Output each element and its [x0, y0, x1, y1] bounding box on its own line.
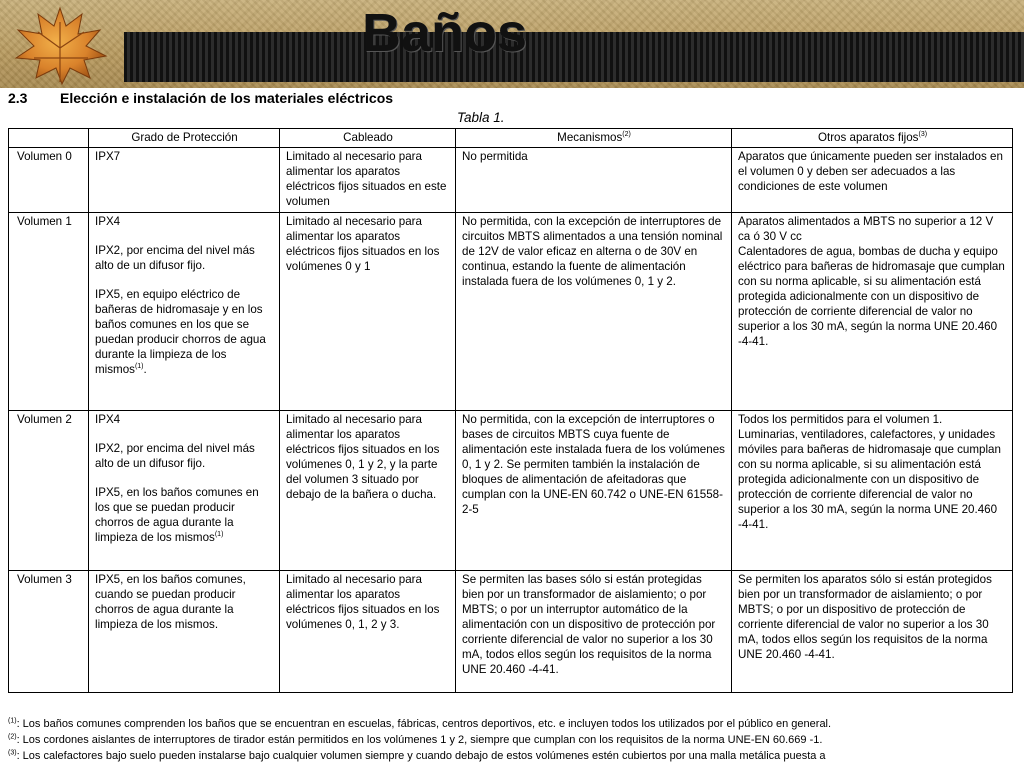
cell-otros	[732, 213, 1013, 411]
cell-text: IPX7	[95, 150, 121, 163]
section-title: Elección e instalación de los materiales eléctricos	[60, 90, 394, 106]
cell-cableado: Limitado al necesario para alimentar los aparatos eléctricos fijos situados en este volumen	[280, 148, 456, 213]
header-grado: Grado de Protección	[89, 129, 280, 148]
cell-mecanismos: No permitida, con la excepción de interruptores de circuitos MBTS alimentados a una tensión nominal de 12V de valor eficaz en alterna o de 30V en continua, estando la fuente de alimentación instalada fuera de los volúmenes 0, 1 y 2.	[456, 213, 732, 411]
cell-text-with-note	[95, 485, 274, 545]
cell-grado	[89, 571, 280, 693]
cell-otros: Aparatos que únicamente pueden ser instalados en el volumen 0 y deben ser adecuados a las condiciones de este volumen	[732, 148, 1013, 213]
cell-text: IPX5, en los baños comunes en los que se puedan producir chorros de agua durante la limpieza de los mismos	[95, 486, 259, 544]
footnote	[8, 748, 1018, 764]
cell-text: IPX5, en equipo eléctrico de bañeras de hidromasaje y en los baños comunes en los que se puedan producir chorros de agua durante la limpieza de los mismos	[95, 288, 266, 376]
footnotes	[8, 716, 1018, 764]
header-cableado: Cableado	[280, 129, 456, 148]
table-caption: Tabla 1.	[457, 110, 505, 125]
table-header-row	[9, 129, 1013, 148]
table-row	[9, 411, 1013, 571]
footnote-ref: (3)	[918, 131, 928, 139]
footnote-ref: (1)	[134, 363, 144, 371]
cell-mecanismos: No permitida, con la excepción de interruptores o bases de circuitos MBTS cuya fuente de alimentación este instalada fuera de los volúmenes 0, 1 y 2. Se permiten también la instalación de bloques de alimentación de afeitadoras que cumplan con la UNE-EN 60.742 o UNE-EN 61558-2-5	[456, 411, 732, 571]
footnote-ref: (1)	[214, 531, 224, 539]
header-otros-label: Otros aparatos fijos	[817, 131, 919, 144]
autumn-leaf-icon	[4, 2, 112, 86]
footnote-text: : Los calefactores bajo suelo pueden instalarse bajo cualquier volumen siempre y cuando debajo de estos volúmenes estén cubiertos por una malla metálica puesta a	[16, 750, 826, 762]
section-number: 2.3	[8, 90, 28, 106]
footnote-mark: (1)	[8, 717, 17, 725]
cell-otros: Se permiten los aparatos sólo si están protegidos bien por un transformador de aislamiento; o por MBTS; o por un dispositivo de protección de corriente diferencial de valor no superior a los 30 mA, todos ellos según los requisitos de la norma UNE 20.460 -4-41.	[732, 571, 1013, 693]
cell-text: Calentadores de agua, bombas de ducha y equipo eléctrico para bañeras de hidromasaje que cumplan con su norma aplicable, si su alimentación está protegida adicionalmente con un dispositivo de protección de corriente diferencial de valor no superior a los 30 mA, según la norma UNE 20.460 -4-41.	[738, 245, 1005, 348]
volume-label: Volumen 0	[9, 148, 89, 213]
header-mecanismos	[456, 129, 732, 148]
cell-grado	[89, 148, 280, 213]
table-row	[9, 213, 1013, 411]
footnote	[8, 732, 1018, 748]
header-banner	[0, 0, 1024, 88]
cell-text-with-note: IPX5, en equipo eléctrico de bañeras de hidromasaje y en los baños comunes en los que se puedan producir chorros de agua durante la limpieza de los mismos$^{(1)}$.	[95, 288, 266, 376]
protection-table	[8, 128, 1013, 693]
cell-otros	[732, 411, 1013, 571]
cell-grado	[89, 411, 280, 571]
volume-label: Volumen 1	[9, 213, 89, 411]
footnote-text: : Los cordones aislantes de interruptores de tirador están permitidos en los volúmenes 1 y 2, siempre que cumplan con los requisitos de la norma UNE-EN 60.669 -1.	[16, 734, 823, 746]
slide-title: Baños	[362, 3, 528, 63]
header-otros	[732, 129, 1013, 148]
cell-mecanismos: Se permiten las bases sólo si están protegidas bien por un transformador de aislamiento; o por MBTS; o por un interruptor automático de la alimentación con un dispositivo de protección por corriente diferencial de valor no superior a los 30 mA, todos ellos según los requisitos de la norma UNE 20.460 -4-41.	[456, 571, 732, 693]
header-mecanismos-label: Mecanismos	[557, 131, 623, 144]
cell-text: Todos los permitidos para el volumen 1.	[738, 413, 943, 426]
cell-cableado: Limitado al necesario para alimentar los aparatos eléctricos fijos situados en los volúmenes 0, 1, 2 y 3.	[280, 571, 456, 693]
title-bar	[124, 32, 1024, 82]
table-row	[9, 148, 1013, 213]
cell-grado	[89, 213, 280, 411]
footnote-mark: (2)	[8, 733, 17, 741]
cell-cableado: Limitado al necesario para alimentar los aparatos eléctricos fijos situados en los volúmenes 0, 1 y 2, y la parte del volumen 3 situado por debajo de la bañera o ducha.	[280, 411, 456, 571]
header-empty	[9, 129, 89, 148]
volume-label: Volumen 3	[9, 571, 89, 693]
section-heading	[8, 90, 393, 106]
cell-text: IPX5, en los baños comunes, cuando se puedan producir chorros de agua durante la limpieza de los mismos.	[95, 573, 246, 631]
cell-text: IPX4	[95, 215, 121, 228]
cell-text: Aparatos alimentados a MBTS no superior a 12 V ca ó 30 V cc	[738, 215, 994, 243]
footnote	[8, 716, 1018, 732]
cell-text: IPX2, por encima del nivel más alto de un difusor fijo.	[95, 442, 255, 470]
cell-text: IPX2, por encima del nivel más alto de un difusor fijo.	[95, 244, 255, 272]
cell-cableado: Limitado al necesario para alimentar los aparatos eléctricos fijos situados en los volúmenes 0 y 1	[280, 213, 456, 411]
volume-label: Volumen 2	[9, 411, 89, 571]
footnote-mark: (3)	[8, 749, 17, 757]
cell-text: IPX4	[95, 413, 121, 426]
footnote-ref: (2)	[622, 131, 631, 139]
cell-text: Luminarias, ventiladores, calefactores, y unidades móviles para bañeras de hidromasaje que cumplan con su norma aplicable, si su alimentación está protegida adicionalmente con un dispositivo de protección de corriente diferencial de valor no superior a los 30 mA, según la norma UNE 20.460 -4-41.	[738, 428, 1001, 531]
footnote-text: : Los baños comunes comprenden los baños que se encuentran en escuelas, fábricas, centros deportivos, etc. e incluyen todos los utilizados por el público en general.	[16, 718, 832, 730]
table-row	[9, 571, 1013, 693]
cell-mecanismos: No permitida	[456, 148, 732, 213]
